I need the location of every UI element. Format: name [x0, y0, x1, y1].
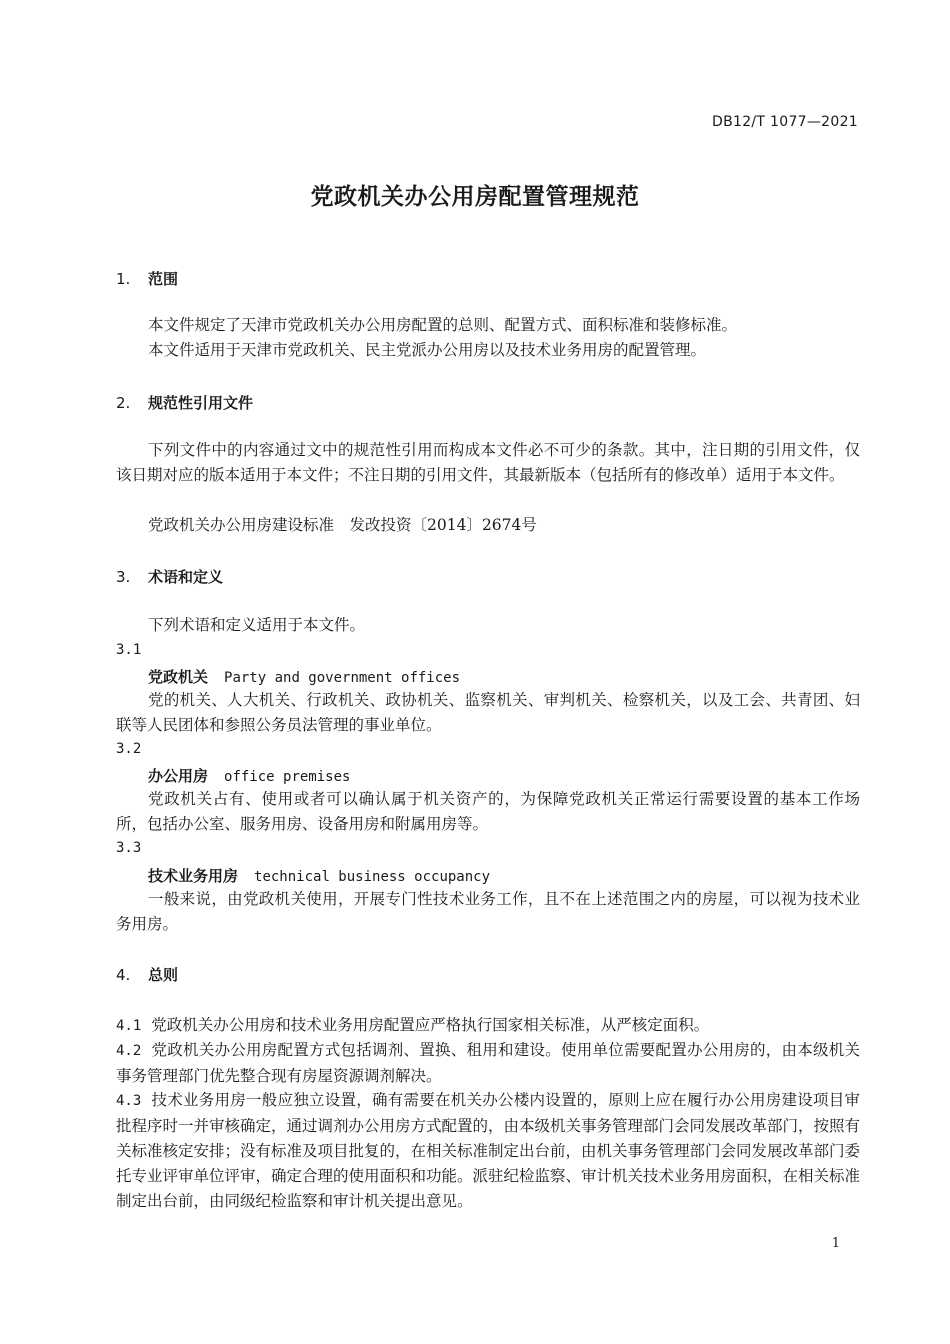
paragraph: 本文件适用于天津市党政机关、民主党派办公用房以及技术业务用房的配置管理。: [148, 341, 707, 359]
clause-number: 4.2: [116, 1043, 142, 1059]
term-en: Party and government offices: [224, 670, 461, 686]
section-number: 1.: [116, 270, 131, 288]
clause-text: 技术业务用房一般应独立设置，确有需要在机关办公楼内设置的，原则上应在履行办公用房建设项目审批程序时一并审核确定，通过调剂办公用房方式配置的，由本级机关事务管理部门会同发展改革部门，按照有关标准核定安排；没有标准及项目批复的，在相关标准制定出台前，由机关事务管理部门会同发展改革部门委托专业评审单位评审，确定合理的使用面积和功能。派驻纪检监察、审计机关技术业务用房面积，在相关标准制定出台前，由同级纪检监察和审计机关提出意见。: [116, 1091, 861, 1210]
section-title: 总则: [148, 966, 179, 984]
reference-entry: 党政机关办公用房建设标准 发改投资〔2014〕2674号: [148, 516, 537, 534]
page-title: 党政机关办公用房配置管理规范: [310, 184, 640, 210]
term-en: office premises: [224, 769, 351, 785]
term-heading: [148, 865, 490, 886]
section-heading-normative-references: [116, 392, 253, 413]
term-definition: 党的机关、人大机关、行政机关、政协机关、监察机关、审判机关、检察机关，以及工会、共青团、妇联等人民团体和参照公务员法管理的事业单位。: [116, 691, 860, 734]
term-en: technical business occupancy: [254, 869, 491, 885]
clause-text: 党政机关办公用房和技术业务用房配置应严格执行国家相关标准，从严核定面积。: [151, 1016, 710, 1034]
clause: [116, 1088, 860, 1214]
section-title: 范围: [148, 270, 179, 288]
clause-number: 4.3: [116, 1093, 142, 1109]
page-number: 1: [831, 1236, 840, 1251]
section-title: 术语和定义: [148, 568, 224, 586]
section-heading-general: [116, 964, 178, 985]
clause-text: 党政机关办公用房配置方式包括调剂、置换、租用和建设。使用单位需要配置办公用房的，由本级机关事务管理部门优先整合现有房屋资源调剂解决。: [116, 1041, 860, 1085]
paragraph: 下列文件中的内容通过文中的规范性引用而构成本文件必不可少的条款。其中，注日期的引用文件，仅该日期对应的版本适用于本文件；不注日期的引用文件，其最新版本（包括所有的修改单）适用于本文件。: [116, 441, 860, 484]
term-definition: 一般来说，由党政机关使用，开展专门性技术业务工作，且不在上述范围之内的房屋，可以视为技术业务用房。: [116, 890, 860, 933]
section-heading-scope: [116, 268, 178, 289]
clause: [116, 1038, 860, 1089]
section-title: 规范性引用文件: [148, 394, 254, 412]
term-number: 3.3: [116, 840, 142, 856]
section-number: 2.: [116, 394, 131, 412]
term-zh: 党政机关: [148, 668, 209, 686]
section-heading-terms: [116, 566, 223, 587]
term-heading: [148, 765, 350, 786]
paragraph: 下列术语和定义适用于本文件。: [148, 616, 366, 634]
section-number: 3.: [116, 568, 131, 586]
clause: [116, 1013, 860, 1039]
standard-code: DB12/T 1077—2021: [712, 114, 858, 130]
term-number: 3.2: [116, 741, 142, 757]
section-number: 4.: [116, 966, 131, 984]
clause-number: 4.1: [116, 1018, 142, 1034]
term-number: 3.1: [116, 642, 142, 658]
term-zh: 办公用房: [148, 767, 209, 785]
paragraph: 本文件规定了天津市党政机关办公用房配置的总则、配置方式、面积标准和装修标准。: [148, 316, 738, 334]
term-zh: 技术业务用房: [148, 867, 239, 885]
term-heading: [148, 666, 460, 687]
term-definition: 党政机关占有、使用或者可以确认属于机关资产的，为保障党政机关正常运行需要设置的基本工作场所，包括办公室、服务用房、设备用房和附属用房等。: [116, 790, 860, 833]
